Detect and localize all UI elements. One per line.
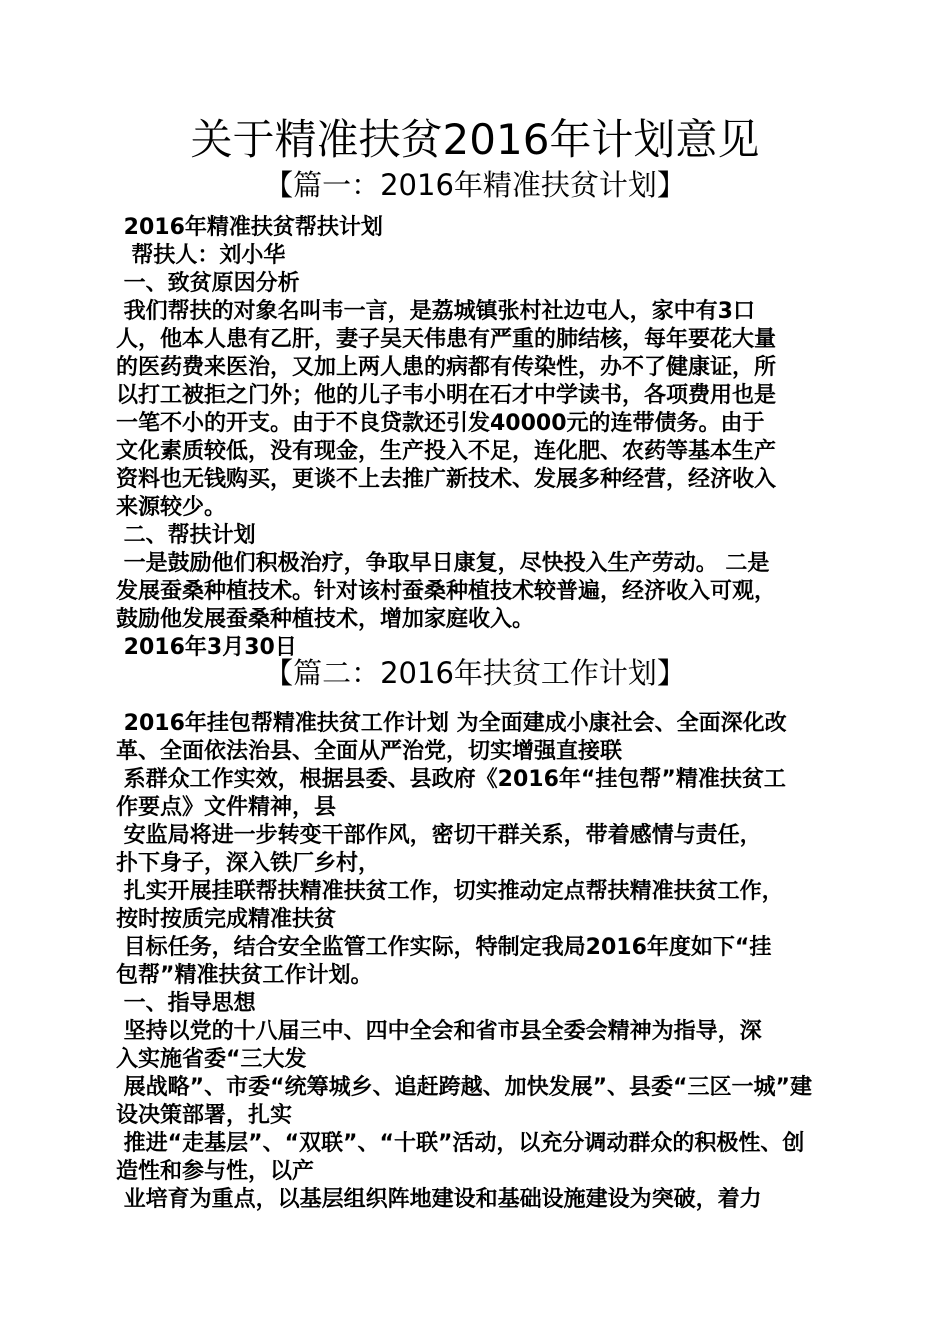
- text-line: 一、指导思想: [116, 991, 256, 1016]
- text-line: 系群众工作实效，根据县委、县政府《2016年“挂包帮”精准扶贫工: [116, 767, 786, 792]
- text-line: 包帮”精准扶贫工作计划。: [116, 963, 373, 988]
- text-line: 革、全面依法治县、全面从严治党，切实增强直接联: [116, 739, 623, 764]
- text-line: 一笔不小的开支。由于不良贷款还引发40000元的连带债务。由于: [116, 411, 765, 436]
- section-1-body: [116, 214, 838, 662]
- text-line: 帮扶人：刘小华: [116, 243, 286, 268]
- text-line: 鼓励他发展蚕桑种植技术，增加家庭收入。: [116, 607, 535, 632]
- text-line: 的医药费来医治，又加上两人患的病都有传染性，办不了健康证，所: [116, 355, 777, 380]
- section-heading-1: 【篇一：2016年精准扶贫计划】: [264, 168, 686, 202]
- text-line: 2016年挂包帮精准扶贫工作计划 为全面建成小康社会、全面深化改: [116, 711, 787, 736]
- text-line: 入实施省委“三大发: [116, 1047, 307, 1072]
- text-line: 资料也无钱购买，更谈不上去推广新技术、发展多种经营，经济收入: [116, 467, 777, 492]
- text-line: 一、致贫原因分析: [116, 271, 300, 296]
- section-heading-2: 【篇二：2016年扶贫工作计划】: [264, 656, 686, 690]
- text-line: 设决策部署，扎实: [116, 1103, 293, 1128]
- text-line: 推进“走基层”、“双联”、“十联”活动，以充分调动群众的积极性、创: [116, 1131, 805, 1156]
- text-line: 以打工被拒之门外；他的儿子韦小明在石才中学读书，各项费用也是: [116, 383, 777, 408]
- text-line: 一是鼓励他们积极治疗，争取早日康复，尽快投入生产劳动。 二是: [116, 551, 770, 576]
- text-line: 造性和参与性，以产: [116, 1159, 315, 1184]
- text-line: 业培育为重点，以基层组织阵地建设和基础设施建设为突破，着力: [116, 1187, 762, 1212]
- document-title: 关于精准扶贫2016年计划意见: [190, 115, 760, 164]
- text-line: 人，他本人患有乙肝，妻子吴天伟患有严重的肺结核，每年要花大量: [116, 327, 777, 352]
- text-line: 2016年3月30日: [116, 635, 297, 660]
- text-line: 展战略”、市委“统筹城乡、追赶跨越、加快发展”、县委“三区一城”建: [116, 1075, 812, 1100]
- section-2-body: [116, 710, 838, 1214]
- text-line: 2016年精准扶贫帮扶计划: [116, 215, 383, 240]
- text-line: 来源较少。: [116, 495, 227, 520]
- text-line: 安监局将进一步转变干部作风，密切干群关系，带着感情与责任，: [116, 823, 762, 848]
- text-line: 目标任务，结合安全监管工作实际，特制定我局2016年度如下“挂: [116, 935, 772, 960]
- text-line: 文化素质较低，没有现金，生产投入不足，连化肥、农药等基本生产: [116, 439, 777, 464]
- text-line: 二、帮扶计划: [116, 523, 256, 548]
- text-line: 坚持以党的十八届三中、四中全会和省市县全委会精神为指导，深: [116, 1019, 762, 1044]
- text-line: 扑下身子，深入铁厂乡村，: [116, 851, 381, 876]
- text-line: 我们帮扶的对象名叫韦一言，是荔城镇张村社边屯人，家中有3口: [116, 299, 755, 324]
- text-line: 发展蚕桑种植技术。针对该村蚕桑种植技术较普遍，经济收入可观，: [116, 579, 777, 604]
- text-line: 作要点》文件精神，县: [116, 795, 337, 820]
- text-line: 按时按质完成精准扶贫: [116, 907, 337, 932]
- text-line: 扎实开展挂联帮扶精准扶贫工作，切实推动定点帮扶精准扶贫工作，: [116, 879, 784, 904]
